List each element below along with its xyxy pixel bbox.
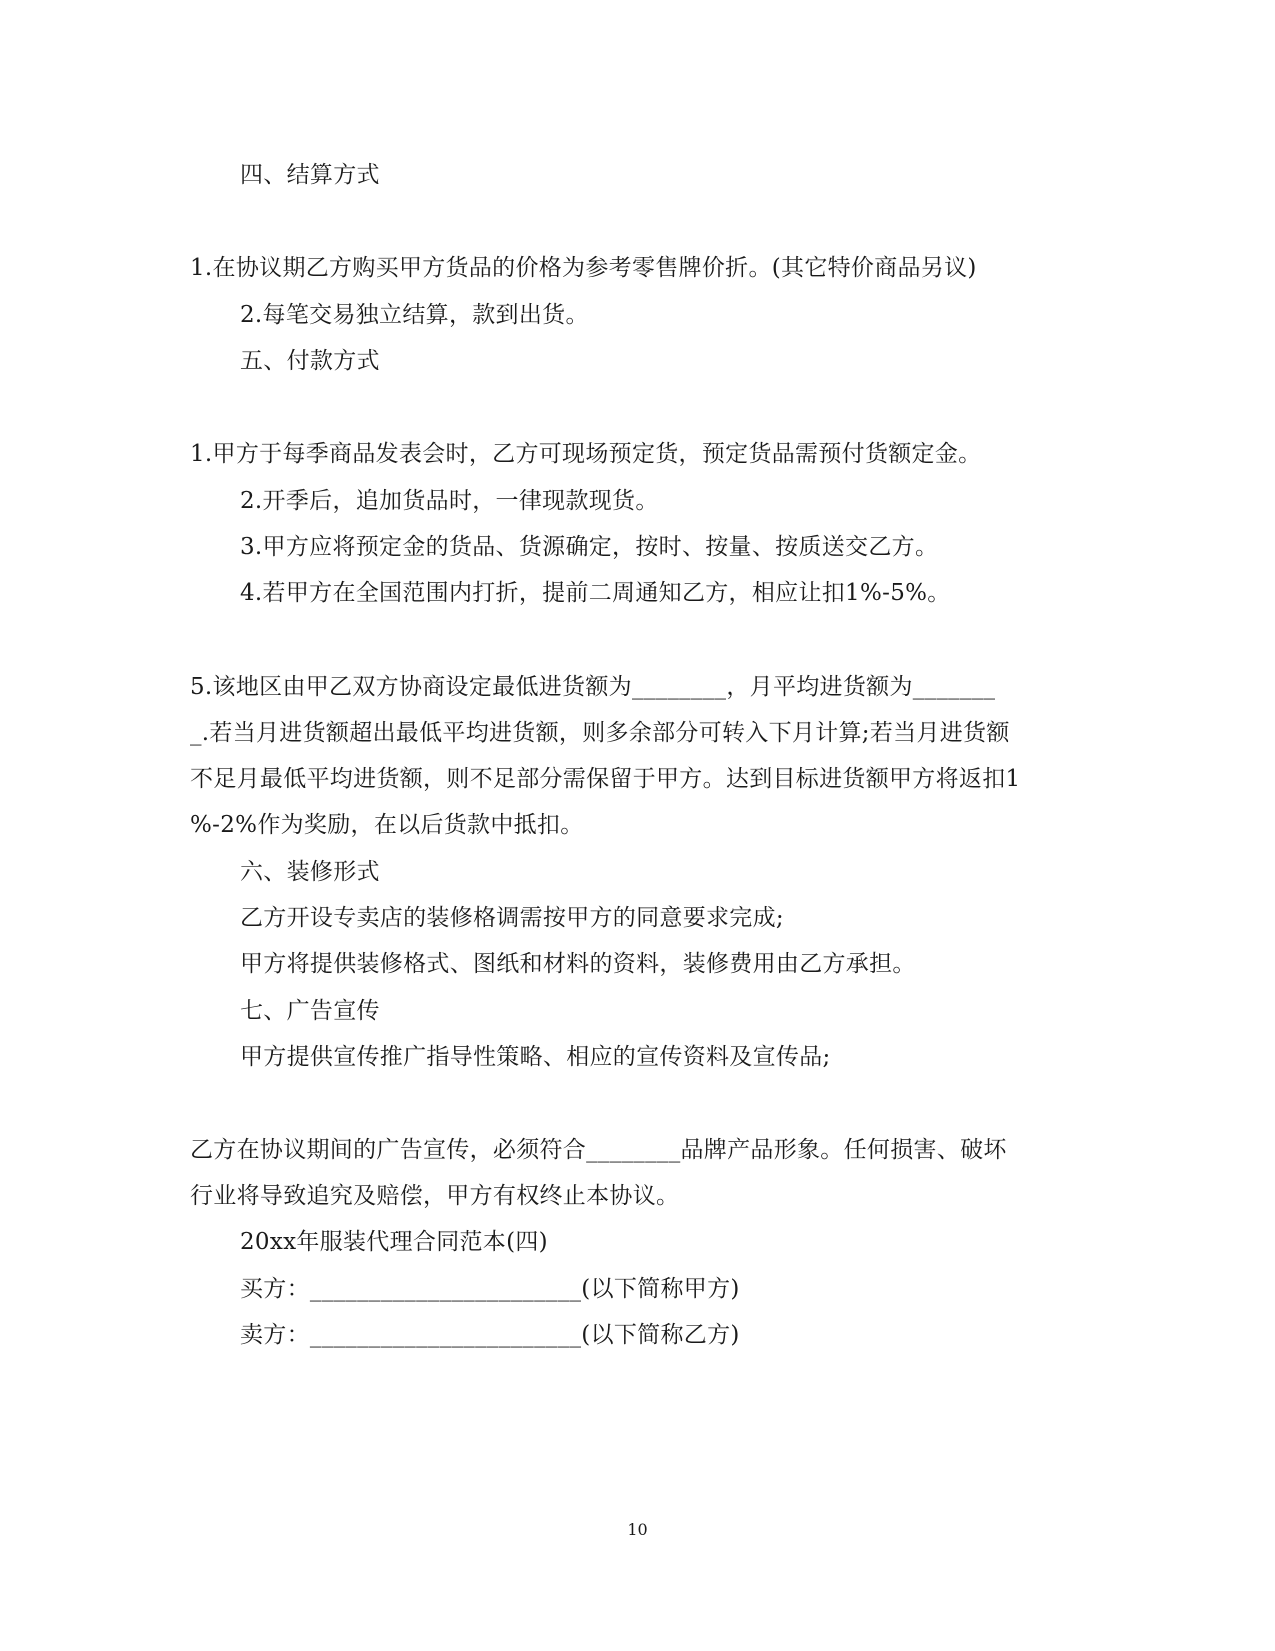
paragraph-line: 乙方开设专卖店的装修格调需按甲方的同意要求完成; — [240, 905, 784, 931]
paragraph-line: %-2%作为奖励，在以后货款中抵扣。 — [190, 812, 584, 838]
paragraph-line: 4.若甲方在全国范围内打折，提前二周通知乙方，相应让扣1%-5%。 — [240, 580, 951, 606]
paragraph-line: 2.每笔交易独立结算，款到出货。 — [240, 302, 589, 328]
paragraph-line: 乙方在协议期间的广告宣传，必须符合________品牌产品形象。任何损害、破坏 — [190, 1137, 1007, 1163]
paragraph-line: 5.该地区由甲乙双方协商设定最低进货额为________，月平均进货额为_______ — [190, 674, 996, 700]
paragraph-line: 1.在协议期乙方购买甲方货品的价格为参考零售牌价折。(其它特价商品另议) — [190, 255, 977, 281]
paragraph-line: 甲方将提供装修格式、图纸和材料的资料，装修费用由乙方承担。 — [240, 951, 916, 977]
paragraph-line: 甲方提供宣传推广指导性策略、相应的宣传资料及宣传品; — [240, 1044, 831, 1070]
paragraph-line: 2.开季后，追加货品时，一律现款现货。 — [240, 488, 659, 514]
paragraph-line: 3.甲方应将预定金的货品、货源确定，按时、按量、按质送交乙方。 — [240, 534, 939, 560]
section-heading-settlement: 四、结算方式 — [240, 162, 380, 188]
contract-title: 20xx年服装代理合同范本(四) — [240, 1229, 548, 1255]
paragraph-line: _.若当月进货额超出最低平均进货额，则多余部分可转入下月计算;若当月进货额 — [190, 720, 1010, 746]
paragraph-line: 1.甲方于每季商品发表会时，乙方可现场预定货，预定货品需预付货额定金。 — [190, 441, 982, 467]
page-number: 10 — [627, 1520, 648, 1539]
section-heading-payment: 五、付款方式 — [240, 348, 380, 374]
seller-line: 卖方：_______________________(以下简称乙方) — [240, 1322, 740, 1348]
section-heading-decoration: 六、装修形式 — [240, 859, 380, 885]
buyer-line: 买方：_______________________(以下简称甲方) — [240, 1276, 740, 1302]
section-heading-advertising: 七、广告宣传 — [240, 998, 380, 1024]
paragraph-line: 不足月最低平均进货额，则不足部分需保留于甲方。达到目标进货额甲方将返扣1 — [190, 766, 1021, 792]
paragraph-line: 行业将导致追究及赔偿，甲方有权终止本协议。 — [190, 1183, 680, 1209]
